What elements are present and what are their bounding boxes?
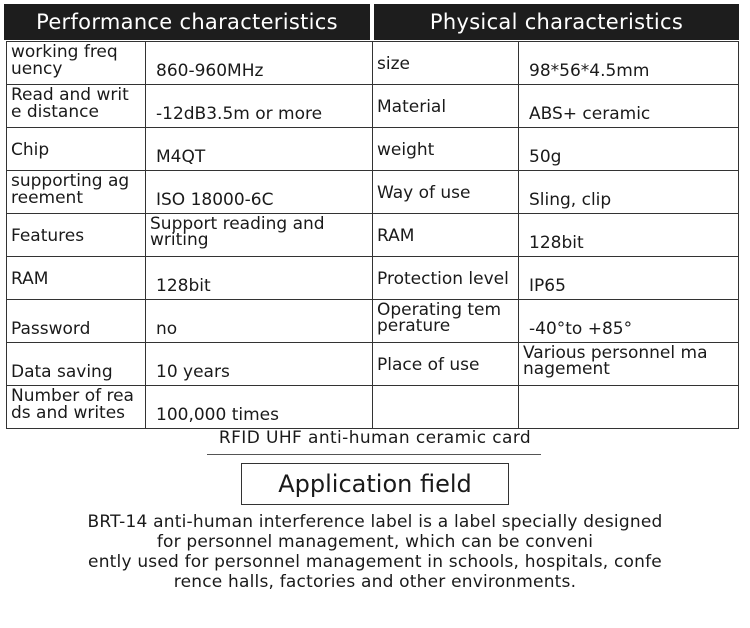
table-row [7, 257, 739, 300]
caption-divider [207, 454, 541, 455]
phys-label: Protection level [373, 257, 519, 300]
perf-label: Read and writ e distance [7, 85, 146, 128]
perf-label: Chip [7, 128, 146, 171]
phys-label: Place of use [373, 343, 519, 386]
perf-value: ISO 18000-6C [146, 171, 373, 214]
perf-value: 10 years [146, 343, 373, 386]
phys-label: Material [373, 85, 519, 128]
phys-label: Operating tem perature [373, 300, 519, 343]
table-row [7, 128, 739, 171]
phys-value: Various personnel ma nagement [519, 343, 739, 386]
perf-label: Password [7, 300, 146, 343]
phys-label: weight [373, 128, 519, 171]
specs-table [6, 41, 739, 429]
table-row [7, 343, 739, 386]
table-row [7, 42, 739, 85]
table-row [7, 300, 739, 343]
perf-value: M4QT [146, 128, 373, 171]
phys-value: 128bit [519, 214, 739, 257]
application-description [30, 512, 720, 592]
phys-label [373, 386, 519, 429]
phys-value: Sling, clip [519, 171, 739, 214]
description-line: BRT-14 anti-human interference label is a label specially designed [87, 512, 663, 532]
phys-value: 50g [519, 128, 739, 171]
perf-label: RAM [7, 257, 146, 300]
perf-value: 860-960MHz [146, 42, 373, 85]
table-row [7, 386, 739, 429]
perf-label: Data saving [7, 343, 146, 386]
table-row [7, 214, 739, 257]
physical-header: Physical characteristics [374, 4, 739, 40]
perf-label: supporting ag reement [7, 171, 146, 214]
perf-value: 128bit [146, 257, 373, 300]
perf-label: Features [7, 214, 146, 257]
table-row [7, 171, 739, 214]
phys-label: Way of use [373, 171, 519, 214]
product-caption: RFID UHF anti-human ceramic card [218, 428, 532, 448]
perf-value: 100,000 times [146, 386, 373, 429]
phys-label: RAM [373, 214, 519, 257]
phys-value: IP65 [519, 257, 739, 300]
phys-label: size [373, 42, 519, 85]
performance-header: Performance characteristics [4, 4, 370, 40]
perf-value: no [146, 300, 373, 343]
phys-value: ABS+ ceramic [519, 85, 739, 128]
phys-value [519, 386, 739, 429]
description-line: ently used for personnel management in schools, hospitals, confe [88, 552, 662, 572]
perf-label: working freq uency [7, 42, 146, 85]
description-line: rence halls, factories and other environments. [173, 572, 577, 592]
perf-label: Number of rea ds and writes [7, 386, 146, 429]
perf-value: -12dB3.5m or more [146, 85, 373, 128]
table-row [7, 85, 739, 128]
description-line: for personnel management, which can be conveni [156, 532, 594, 552]
application-field-title: Application field [241, 463, 509, 505]
perf-value: Support reading and writing [146, 214, 373, 257]
phys-value: -40°to +85° [519, 300, 739, 343]
phys-value: 98*56*4.5mm [519, 42, 739, 85]
